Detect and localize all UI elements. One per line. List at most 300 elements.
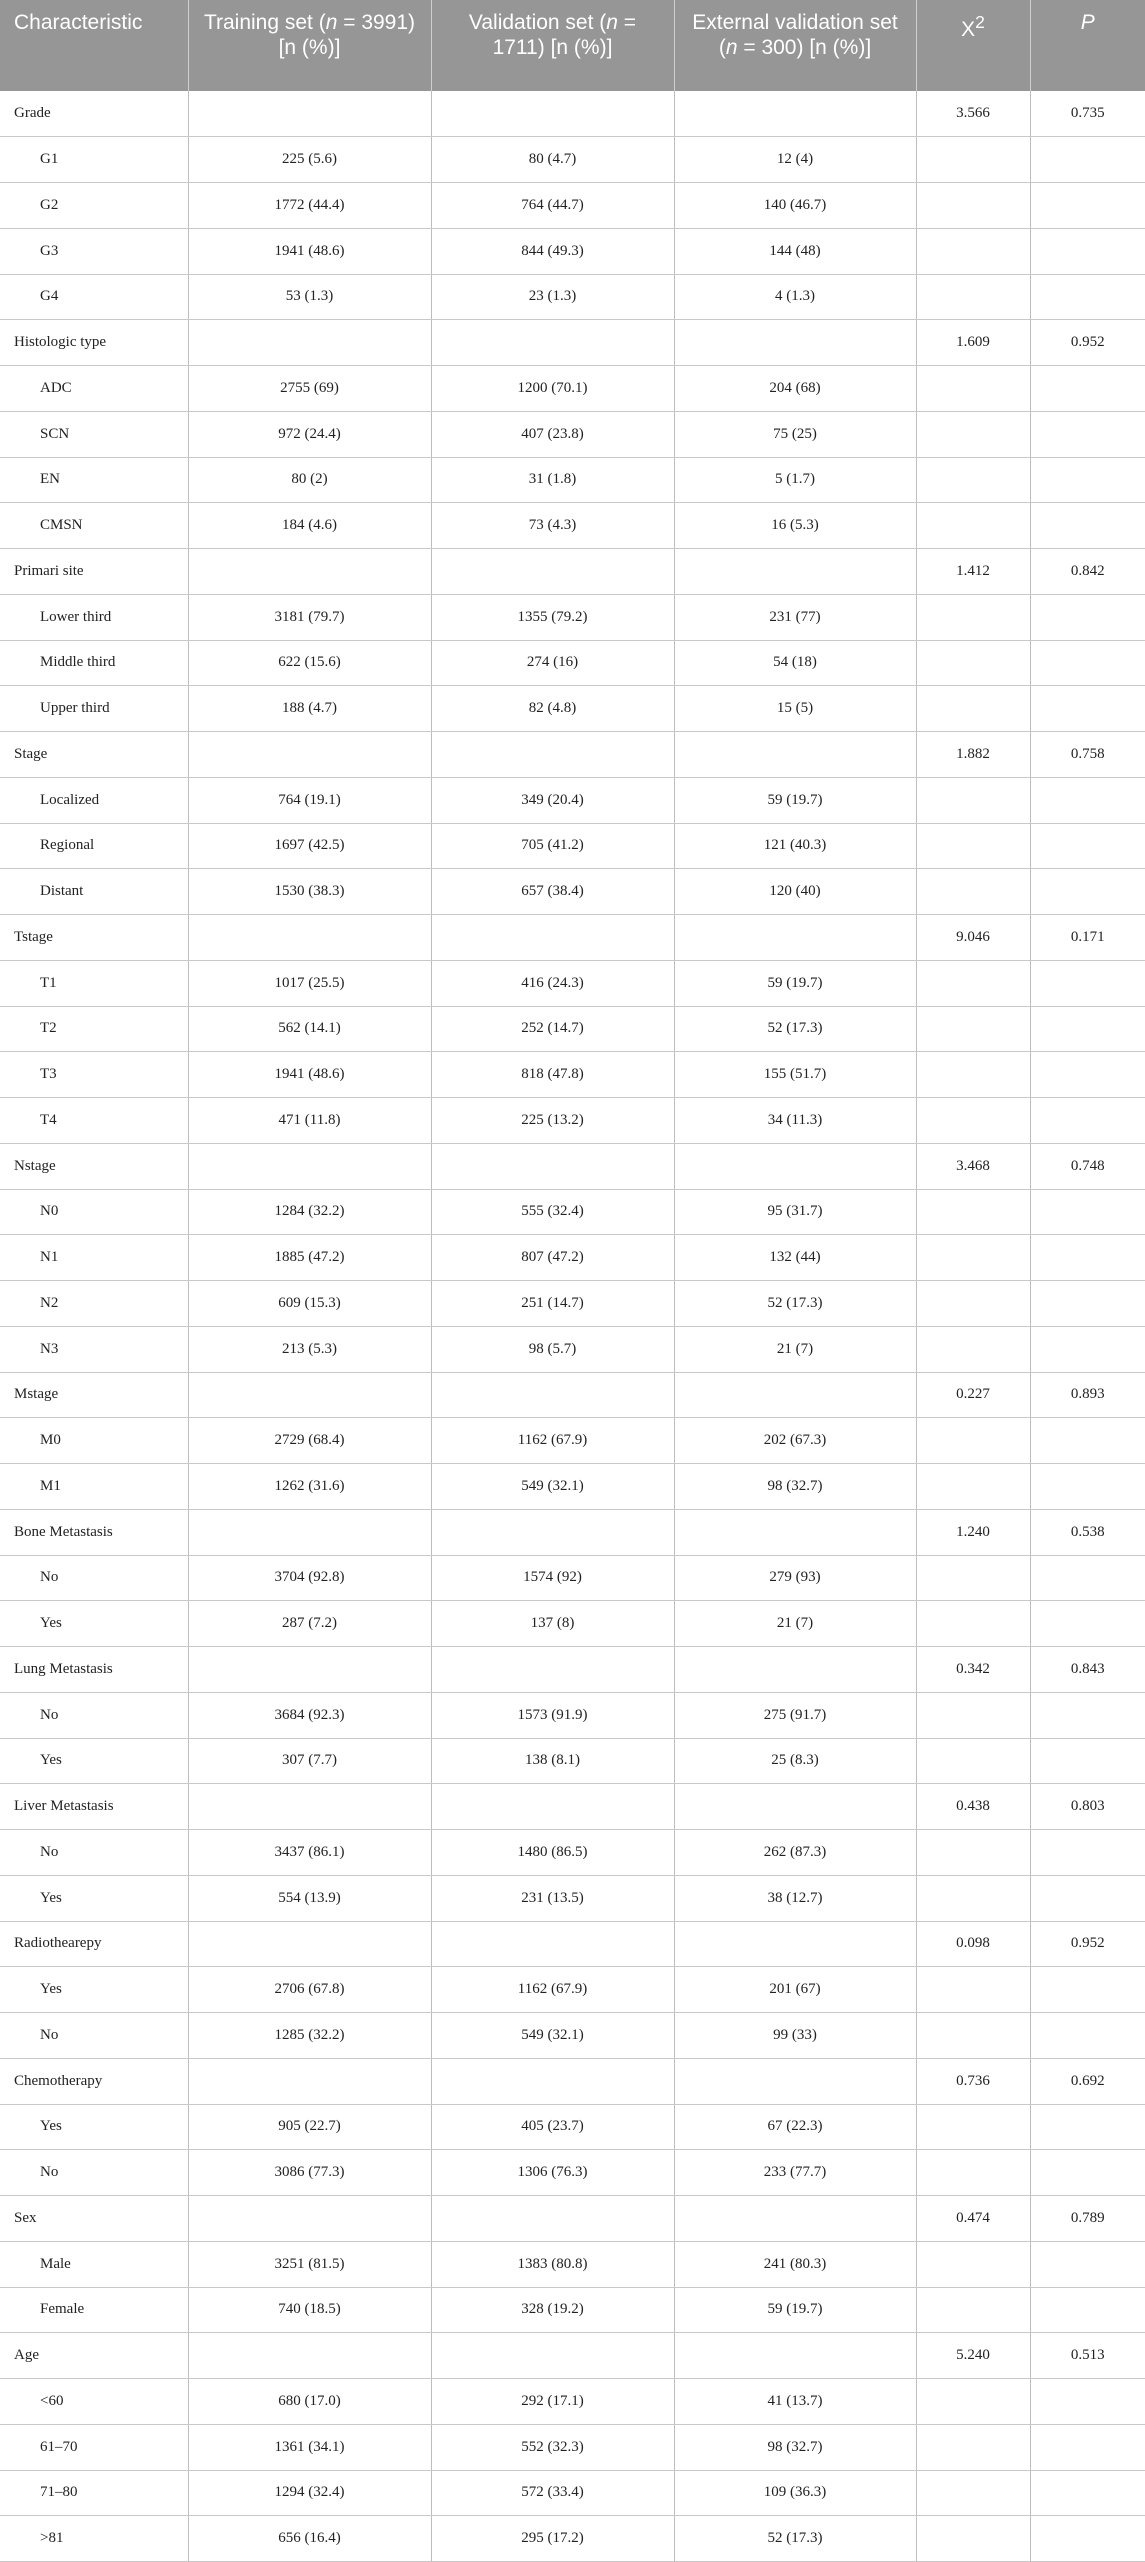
table-row-group — [0, 1509, 1145, 1555]
table-row-subcategory — [0, 2013, 1145, 2059]
cell-chi-square — [916, 1418, 1030, 1464]
cell-external-validation-set: 52 (17.3) — [674, 1281, 916, 1327]
cell-validation-set: 1162 (67.9) — [431, 1418, 674, 1464]
cell-characteristic: Sex — [0, 2196, 188, 2242]
cell-external-validation-set: 38 (12.7) — [674, 1875, 916, 1921]
cell-chi-square — [916, 960, 1030, 1006]
table-row-subcategory — [0, 1235, 1145, 1281]
cell-chi-square — [916, 2470, 1030, 2516]
cell-external-validation-set: 262 (87.3) — [674, 1830, 916, 1876]
cell-training-set — [188, 2058, 431, 2104]
cell-external-validation-set: 201 (67) — [674, 1967, 916, 2013]
cell-p-value: 0.952 — [1030, 320, 1145, 366]
table-row-group — [0, 732, 1145, 778]
cell-training-set: 3181 (79.7) — [188, 594, 431, 640]
cell-chi-square — [916, 2516, 1030, 2562]
cell-external-validation-set: 59 (19.7) — [674, 777, 916, 823]
table-row-group — [0, 2196, 1145, 2242]
cell-p-value — [1030, 823, 1145, 869]
cell-training-set: 3251 (81.5) — [188, 2241, 431, 2287]
cell-validation-set: 1574 (92) — [431, 1555, 674, 1601]
cell-characteristic: T2 — [0, 1006, 188, 1052]
cell-external-validation-set: 21 (7) — [674, 1601, 916, 1647]
cell-characteristic: Bone Metastasis — [0, 1509, 188, 1555]
cell-p-value — [1030, 1281, 1145, 1327]
cell-validation-set: 818 (47.8) — [431, 1052, 674, 1098]
cell-training-set: 3684 (92.3) — [188, 1692, 431, 1738]
table-row-subcategory — [0, 640, 1145, 686]
cell-validation-set: 231 (13.5) — [431, 1875, 674, 1921]
cell-chi-square — [916, 1875, 1030, 1921]
cell-validation-set: 252 (14.7) — [431, 1006, 674, 1052]
cell-validation-set — [431, 320, 674, 366]
cell-chi-square: 0.098 — [916, 1921, 1030, 1967]
cell-p-value — [1030, 594, 1145, 640]
cell-characteristic: Localized — [0, 777, 188, 823]
cell-training-set: 1941 (48.6) — [188, 228, 431, 274]
cell-p-value — [1030, 1967, 1145, 2013]
cell-p-value: 0.803 — [1030, 1784, 1145, 1830]
cell-characteristic: ADC — [0, 366, 188, 412]
cell-training-set: 184 (4.6) — [188, 503, 431, 549]
cell-external-validation-set: 67 (22.3) — [674, 2104, 916, 2150]
cell-p-value — [1030, 2241, 1145, 2287]
table-row-group — [0, 2333, 1145, 2379]
cell-training-set: 680 (17.0) — [188, 2379, 431, 2425]
cell-chi-square — [916, 2287, 1030, 2333]
cell-p-value: 0.893 — [1030, 1372, 1145, 1418]
cell-external-validation-set — [674, 1509, 916, 1555]
cell-validation-set: 1480 (86.5) — [431, 1830, 674, 1876]
cell-validation-set — [431, 549, 674, 595]
cell-external-validation-set: 16 (5.3) — [674, 503, 916, 549]
cell-characteristic: Tstage — [0, 915, 188, 961]
cell-chi-square — [916, 2241, 1030, 2287]
table-body — [0, 91, 1145, 2562]
table-row-subcategory — [0, 1052, 1145, 1098]
table-row-subcategory — [0, 1281, 1145, 1327]
cell-characteristic: Primari site — [0, 549, 188, 595]
cell-validation-set: 138 (8.1) — [431, 1738, 674, 1784]
cell-p-value — [1030, 1875, 1145, 1921]
cell-external-validation-set: 279 (93) — [674, 1555, 916, 1601]
table-row-group — [0, 91, 1145, 137]
cell-external-validation-set: 59 (19.7) — [674, 960, 916, 1006]
cell-chi-square — [916, 1555, 1030, 1601]
cell-p-value: 0.842 — [1030, 549, 1145, 595]
cell-characteristic: Yes — [0, 2104, 188, 2150]
cell-characteristic: No — [0, 2150, 188, 2196]
cell-p-value — [1030, 1052, 1145, 1098]
cell-chi-square — [916, 869, 1030, 915]
cell-chi-square: 0.342 — [916, 1647, 1030, 1693]
cell-p-value — [1030, 777, 1145, 823]
cell-chi-square — [916, 2379, 1030, 2425]
cell-external-validation-set: 121 (40.3) — [674, 823, 916, 869]
cell-external-validation-set: 140 (46.7) — [674, 183, 916, 229]
cell-validation-set: 137 (8) — [431, 1601, 674, 1647]
cell-external-validation-set — [674, 320, 916, 366]
cell-external-validation-set: 120 (40) — [674, 869, 916, 915]
cell-p-value — [1030, 1098, 1145, 1144]
cell-validation-set: 1355 (79.2) — [431, 594, 674, 640]
cell-external-validation-set — [674, 1647, 916, 1693]
cell-chi-square — [916, 1601, 1030, 1647]
cell-chi-square — [916, 2013, 1030, 2059]
cell-training-set: 972 (24.4) — [188, 411, 431, 457]
cell-p-value — [1030, 1189, 1145, 1235]
cell-p-value — [1030, 228, 1145, 274]
cell-p-value — [1030, 1601, 1145, 1647]
cell-external-validation-set: 34 (11.3) — [674, 1098, 916, 1144]
cell-external-validation-set — [674, 2058, 916, 2104]
cell-characteristic: G3 — [0, 228, 188, 274]
cell-external-validation-set: 98 (32.7) — [674, 2424, 916, 2470]
cell-validation-set: 98 (5.7) — [431, 1326, 674, 1372]
header-external-validation-set: External validation set (n = 300) [n (%)] — [674, 0, 916, 91]
cell-p-value: 0.952 — [1030, 1921, 1145, 1967]
cell-external-validation-set — [674, 732, 916, 778]
table-row-subcategory — [0, 2379, 1145, 2425]
cell-external-validation-set: 12 (4) — [674, 137, 916, 183]
cell-external-validation-set: 41 (13.7) — [674, 2379, 916, 2425]
cell-characteristic: M0 — [0, 1418, 188, 1464]
table-row-group — [0, 320, 1145, 366]
cell-characteristic: Age — [0, 2333, 188, 2379]
cell-training-set: 1361 (34.1) — [188, 2424, 431, 2470]
table-row-subcategory — [0, 1967, 1145, 2013]
cell-p-value — [1030, 2424, 1145, 2470]
cell-p-value — [1030, 869, 1145, 915]
cell-chi-square: 0.227 — [916, 1372, 1030, 1418]
cell-validation-set — [431, 915, 674, 961]
cell-training-set: 287 (7.2) — [188, 1601, 431, 1647]
cell-chi-square: 1.609 — [916, 320, 1030, 366]
cell-training-set: 3704 (92.8) — [188, 1555, 431, 1601]
cell-training-set: 1697 (42.5) — [188, 823, 431, 869]
cell-chi-square — [916, 183, 1030, 229]
cell-validation-set — [431, 1372, 674, 1418]
cell-characteristic: Grade — [0, 91, 188, 137]
cell-external-validation-set — [674, 1143, 916, 1189]
cell-chi-square — [916, 2104, 1030, 2150]
cell-chi-square — [916, 228, 1030, 274]
cell-characteristic: 61–70 — [0, 2424, 188, 2470]
table-row-group — [0, 915, 1145, 961]
cell-chi-square — [916, 366, 1030, 412]
table-row-subcategory — [0, 411, 1145, 457]
cell-training-set — [188, 732, 431, 778]
cell-p-value: 0.513 — [1030, 2333, 1145, 2379]
cell-characteristic: G4 — [0, 274, 188, 320]
cell-characteristic: Regional — [0, 823, 188, 869]
cell-training-set: 53 (1.3) — [188, 274, 431, 320]
cell-characteristic: Radiothearepy — [0, 1921, 188, 1967]
cell-p-value — [1030, 2013, 1145, 2059]
cell-training-set: 1285 (32.2) — [188, 2013, 431, 2059]
cell-characteristic: EN — [0, 457, 188, 503]
cell-p-value: 0.171 — [1030, 915, 1145, 961]
table-row-subcategory — [0, 2424, 1145, 2470]
table-row-subcategory — [0, 366, 1145, 412]
cell-p-value — [1030, 960, 1145, 1006]
cell-p-value: 0.789 — [1030, 2196, 1145, 2242]
cell-validation-set: 572 (33.4) — [431, 2470, 674, 2516]
cell-training-set — [188, 2333, 431, 2379]
cell-p-value: 0.692 — [1030, 2058, 1145, 2104]
cell-chi-square — [916, 457, 1030, 503]
cell-training-set: 554 (13.9) — [188, 1875, 431, 1921]
cell-training-set — [188, 91, 431, 137]
cell-chi-square: 5.240 — [916, 2333, 1030, 2379]
cell-training-set — [188, 320, 431, 366]
cell-p-value — [1030, 1418, 1145, 1464]
cell-p-value — [1030, 503, 1145, 549]
cell-validation-set — [431, 1509, 674, 1555]
table-header — [0, 0, 1145, 91]
cell-characteristic: Mstage — [0, 1372, 188, 1418]
cell-training-set: 307 (7.7) — [188, 1738, 431, 1784]
cell-characteristic: 71–80 — [0, 2470, 188, 2516]
cell-characteristic: No — [0, 1830, 188, 1876]
table-row-group — [0, 1784, 1145, 1830]
cell-chi-square: 0.474 — [916, 2196, 1030, 2242]
cell-characteristic: Female — [0, 2287, 188, 2333]
cell-characteristic: Histologic type — [0, 320, 188, 366]
cell-validation-set — [431, 2196, 674, 2242]
cell-chi-square: 1.240 — [916, 1509, 1030, 1555]
cell-validation-set: 1383 (80.8) — [431, 2241, 674, 2287]
cell-chi-square — [916, 1189, 1030, 1235]
cell-validation-set: 764 (44.7) — [431, 183, 674, 229]
table-row-group — [0, 1647, 1145, 1693]
cell-validation-set: 225 (13.2) — [431, 1098, 674, 1144]
cell-training-set: 1294 (32.4) — [188, 2470, 431, 2516]
table-row-subcategory — [0, 1006, 1145, 1052]
table-row-subcategory — [0, 869, 1145, 915]
table-row-subcategory — [0, 2241, 1145, 2287]
table-row-subcategory — [0, 2287, 1145, 2333]
cell-validation-set — [431, 1784, 674, 1830]
cell-external-validation-set — [674, 1372, 916, 1418]
cell-validation-set — [431, 732, 674, 778]
table-row-subcategory — [0, 1098, 1145, 1144]
cell-characteristic: Stage — [0, 732, 188, 778]
cell-validation-set — [431, 2058, 674, 2104]
cell-external-validation-set: 241 (80.3) — [674, 2241, 916, 2287]
cell-validation-set: 1306 (76.3) — [431, 2150, 674, 2196]
cell-p-value — [1030, 1464, 1145, 1510]
cell-validation-set: 807 (47.2) — [431, 1235, 674, 1281]
table-row-subcategory — [0, 960, 1145, 1006]
cell-chi-square — [916, 1098, 1030, 1144]
cell-training-set: 764 (19.1) — [188, 777, 431, 823]
cell-validation-set: 31 (1.8) — [431, 457, 674, 503]
cell-chi-square — [916, 1235, 1030, 1281]
header-chi-square: $X^2$ — [916, 0, 1030, 91]
cell-external-validation-set: 275 (91.7) — [674, 1692, 916, 1738]
cell-external-validation-set: 109 (36.3) — [674, 2470, 916, 2516]
cell-validation-set: 549 (32.1) — [431, 1464, 674, 1510]
cell-validation-set: 73 (4.3) — [431, 503, 674, 549]
table-row-subcategory — [0, 457, 1145, 503]
cell-chi-square — [916, 1281, 1030, 1327]
cell-external-validation-set: 54 (18) — [674, 640, 916, 686]
cell-p-value — [1030, 137, 1145, 183]
header-validation-set: Validation set (n = 1711) [n (%)] — [431, 0, 674, 91]
cell-training-set: 225 (5.6) — [188, 137, 431, 183]
table-row-group — [0, 1921, 1145, 1967]
cell-characteristic: <60 — [0, 2379, 188, 2425]
cell-p-value — [1030, 457, 1145, 503]
table-row-subcategory — [0, 1738, 1145, 1784]
cell-external-validation-set: 99 (33) — [674, 2013, 916, 2059]
table-row-group — [0, 549, 1145, 595]
cell-p-value: 0.735 — [1030, 91, 1145, 137]
cell-characteristic: SCN — [0, 411, 188, 457]
cell-chi-square: 0.736 — [916, 2058, 1030, 2104]
cell-external-validation-set: 4 (1.3) — [674, 274, 916, 320]
table-row-group — [0, 2058, 1145, 2104]
cell-validation-set — [431, 1921, 674, 1967]
cell-characteristic: N3 — [0, 1326, 188, 1372]
cell-p-value — [1030, 2470, 1145, 2516]
table-row-subcategory — [0, 1464, 1145, 1510]
cell-p-value — [1030, 1235, 1145, 1281]
cell-p-value — [1030, 686, 1145, 732]
cell-validation-set: 1573 (91.9) — [431, 1692, 674, 1738]
cell-validation-set: 1162 (67.9) — [431, 1967, 674, 2013]
cell-validation-set: 405 (23.7) — [431, 2104, 674, 2150]
table-row-group — [0, 1143, 1145, 1189]
cell-characteristic: T4 — [0, 1098, 188, 1144]
cell-characteristic: Distant — [0, 869, 188, 915]
table-row-subcategory — [0, 1189, 1145, 1235]
cell-external-validation-set: 52 (17.3) — [674, 1006, 916, 1052]
cell-p-value — [1030, 2379, 1145, 2425]
cell-external-validation-set: 95 (31.7) — [674, 1189, 916, 1235]
cell-characteristic: T1 — [0, 960, 188, 1006]
cell-characteristic: Chemotherapy — [0, 2058, 188, 2104]
cell-validation-set: 80 (4.7) — [431, 137, 674, 183]
header-row — [0, 0, 1145, 91]
table-row-subcategory — [0, 1875, 1145, 1921]
table-row-subcategory — [0, 1326, 1145, 1372]
cell-p-value: 0.758 — [1030, 732, 1145, 778]
table-row-subcategory — [0, 2104, 1145, 2150]
cell-chi-square — [916, 1464, 1030, 1510]
cell-validation-set — [431, 2333, 674, 2379]
cell-validation-set — [431, 1143, 674, 1189]
cell-validation-set — [431, 91, 674, 137]
cell-characteristic: G2 — [0, 183, 188, 229]
cell-training-set: 2729 (68.4) — [188, 1418, 431, 1464]
cell-characteristic: Liver Metastasis — [0, 1784, 188, 1830]
cell-characteristic: No — [0, 1692, 188, 1738]
cell-validation-set: 549 (32.1) — [431, 2013, 674, 2059]
header-characteristic: Characteristic — [0, 0, 188, 91]
cell-training-set: 471 (11.8) — [188, 1098, 431, 1144]
cell-external-validation-set — [674, 91, 916, 137]
cell-validation-set: 416 (24.3) — [431, 960, 674, 1006]
cell-chi-square — [916, 2150, 1030, 2196]
cell-validation-set: 23 (1.3) — [431, 274, 674, 320]
cell-external-validation-set: 15 (5) — [674, 686, 916, 732]
cell-validation-set: 552 (32.3) — [431, 2424, 674, 2470]
cell-external-validation-set: 204 (68) — [674, 366, 916, 412]
cell-chi-square — [916, 1326, 1030, 1372]
cell-training-set: 562 (14.1) — [188, 1006, 431, 1052]
cell-characteristic: No — [0, 2013, 188, 2059]
cell-chi-square: 3.566 — [916, 91, 1030, 137]
cell-external-validation-set: 59 (19.7) — [674, 2287, 916, 2333]
cell-chi-square — [916, 1692, 1030, 1738]
table-row-subcategory — [0, 1418, 1145, 1464]
table-row-subcategory — [0, 1601, 1145, 1647]
cell-chi-square — [916, 503, 1030, 549]
cell-validation-set: 407 (23.8) — [431, 411, 674, 457]
cell-characteristic: N2 — [0, 1281, 188, 1327]
table-row-subcategory — [0, 503, 1145, 549]
table-row-subcategory — [0, 823, 1145, 869]
table-row-subcategory — [0, 2470, 1145, 2516]
cell-external-validation-set: 21 (7) — [674, 1326, 916, 1372]
cell-training-set: 609 (15.3) — [188, 1281, 431, 1327]
cell-external-validation-set: 202 (67.3) — [674, 1418, 916, 1464]
cell-validation-set — [431, 1647, 674, 1693]
table-row-subcategory — [0, 1555, 1145, 1601]
cell-external-validation-set: 98 (32.7) — [674, 1464, 916, 1510]
cell-training-set: 622 (15.6) — [188, 640, 431, 686]
cell-chi-square: 3.468 — [916, 1143, 1030, 1189]
table-row-subcategory — [0, 2516, 1145, 2562]
cell-characteristic: Nstage — [0, 1143, 188, 1189]
cell-p-value — [1030, 2104, 1145, 2150]
header-p-value: P — [1030, 0, 1145, 91]
cell-characteristic: Yes — [0, 1875, 188, 1921]
table-row-subcategory — [0, 1830, 1145, 1876]
cell-chi-square — [916, 1738, 1030, 1784]
cell-p-value — [1030, 2150, 1145, 2196]
cell-external-validation-set — [674, 1784, 916, 1830]
cell-chi-square — [916, 686, 1030, 732]
cell-p-value — [1030, 1830, 1145, 1876]
cell-training-set: 656 (16.4) — [188, 2516, 431, 2562]
cell-validation-set: 292 (17.1) — [431, 2379, 674, 2425]
cell-training-set — [188, 915, 431, 961]
cell-external-validation-set: 231 (77) — [674, 594, 916, 640]
cell-p-value — [1030, 366, 1145, 412]
cell-characteristic: Male — [0, 2241, 188, 2287]
cell-chi-square — [916, 2424, 1030, 2470]
cell-validation-set: 82 (4.8) — [431, 686, 674, 732]
cell-characteristic: N1 — [0, 1235, 188, 1281]
cell-training-set — [188, 549, 431, 595]
table-row-subcategory — [0, 183, 1145, 229]
cell-training-set: 2706 (67.8) — [188, 1967, 431, 2013]
cell-external-validation-set — [674, 549, 916, 595]
cell-external-validation-set — [674, 2333, 916, 2379]
cell-p-value — [1030, 1326, 1145, 1372]
cell-p-value: 0.843 — [1030, 1647, 1145, 1693]
cell-chi-square — [916, 274, 1030, 320]
cell-characteristic: Yes — [0, 1738, 188, 1784]
cell-external-validation-set: 233 (77.7) — [674, 2150, 916, 2196]
cell-p-value — [1030, 1006, 1145, 1052]
cell-external-validation-set — [674, 2196, 916, 2242]
cell-validation-set: 349 (20.4) — [431, 777, 674, 823]
cell-training-set: 1284 (32.2) — [188, 1189, 431, 1235]
